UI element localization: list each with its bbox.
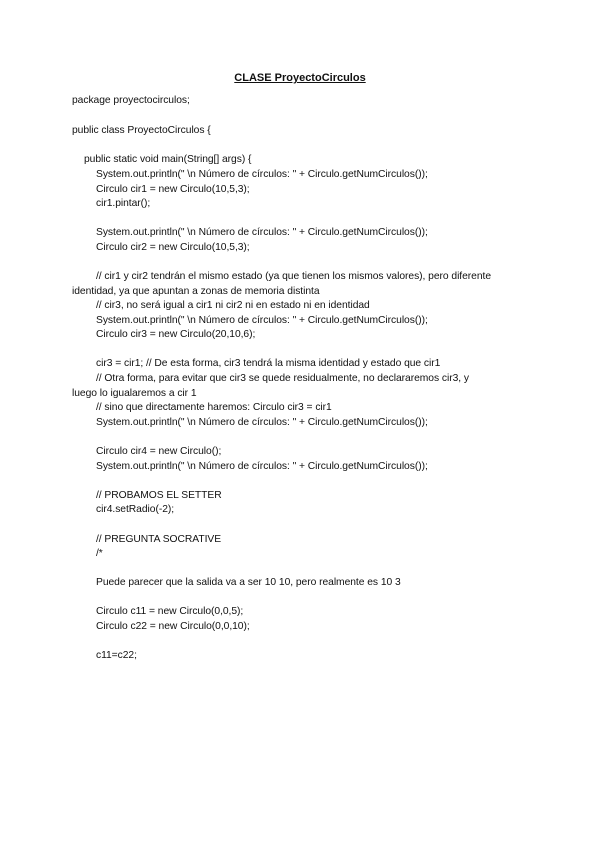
text-line: identidad, ya que apuntan a zonas de memoria distinta	[72, 286, 320, 297]
text-line: // Otra forma, para evitar que cir3 se quede residualmente, no declararemos cir3, y	[96, 373, 470, 384]
text-line: Puede parecer que la salida va a ser 10 10, pero realmente es 10 3	[96, 577, 401, 588]
text-line: System.out.println(" \n Número de círculos: " + Circulo.getNumCirculos());	[96, 227, 428, 238]
text-line: Circulo c11 = new Circulo(0,0,5);	[96, 606, 244, 617]
text-line: // PROBAMOS EL SETTER	[96, 490, 222, 501]
document-title: CLASE ProyectoCirculos	[234, 72, 366, 84]
text-line: // PREGUNTA SOCRATIVE	[96, 534, 222, 545]
text-line: public class ProyectoCirculos {	[72, 125, 211, 136]
text-line: cir4.setRadio(-2);	[96, 504, 175, 515]
text-line: Circulo cir1 = new Circulo(10,5,3);	[96, 184, 250, 195]
text-line: // cir1 y cir2 tendrán el mismo estado (ya que tienen los mismos valores), pero diferente	[96, 271, 492, 282]
text-line: System.out.println(" \n Número de círculos: " + Circulo.getNumCirculos());	[96, 315, 428, 326]
text-line: package proyectocirculos;	[72, 95, 190, 106]
text-line: c11=c22;	[96, 650, 137, 661]
text-line: Circulo cir4 = new Circulo();	[96, 446, 222, 457]
text-line: cir3 = cir1; // De esta forma, cir3 tendrá la misma identidad y estado que cir1	[96, 358, 441, 369]
text-line: System.out.println(" \n Número de círculos: " + Circulo.getNumCirculos());	[96, 169, 428, 180]
text-line: /*	[96, 548, 103, 559]
text-line: Circulo cir3 = new Circulo(20,10,6);	[96, 329, 256, 340]
text-line: Circulo c22 = new Circulo(0,0,10);	[96, 621, 250, 632]
text-line: System.out.println(" \n Número de círculos: " + Circulo.getNumCirculos());	[96, 461, 428, 472]
text-line: public static void main(String[] args) {	[84, 154, 252, 165]
text-line: Circulo cir2 = new Circulo(10,5,3);	[96, 242, 250, 253]
text-line: cir1.pintar();	[96, 198, 151, 209]
text-line: // cir3, no será igual a cir1 ni cir2 ni en estado ni en identidad	[96, 300, 370, 311]
text-line: // sino que directamente haremos: Circulo cir3 = cir1	[96, 402, 332, 413]
text-line: luego lo igualaremos a cir 1	[72, 388, 197, 399]
text-line: System.out.println(" \n Número de círculos: " + Circulo.getNumCirculos());	[96, 417, 428, 428]
